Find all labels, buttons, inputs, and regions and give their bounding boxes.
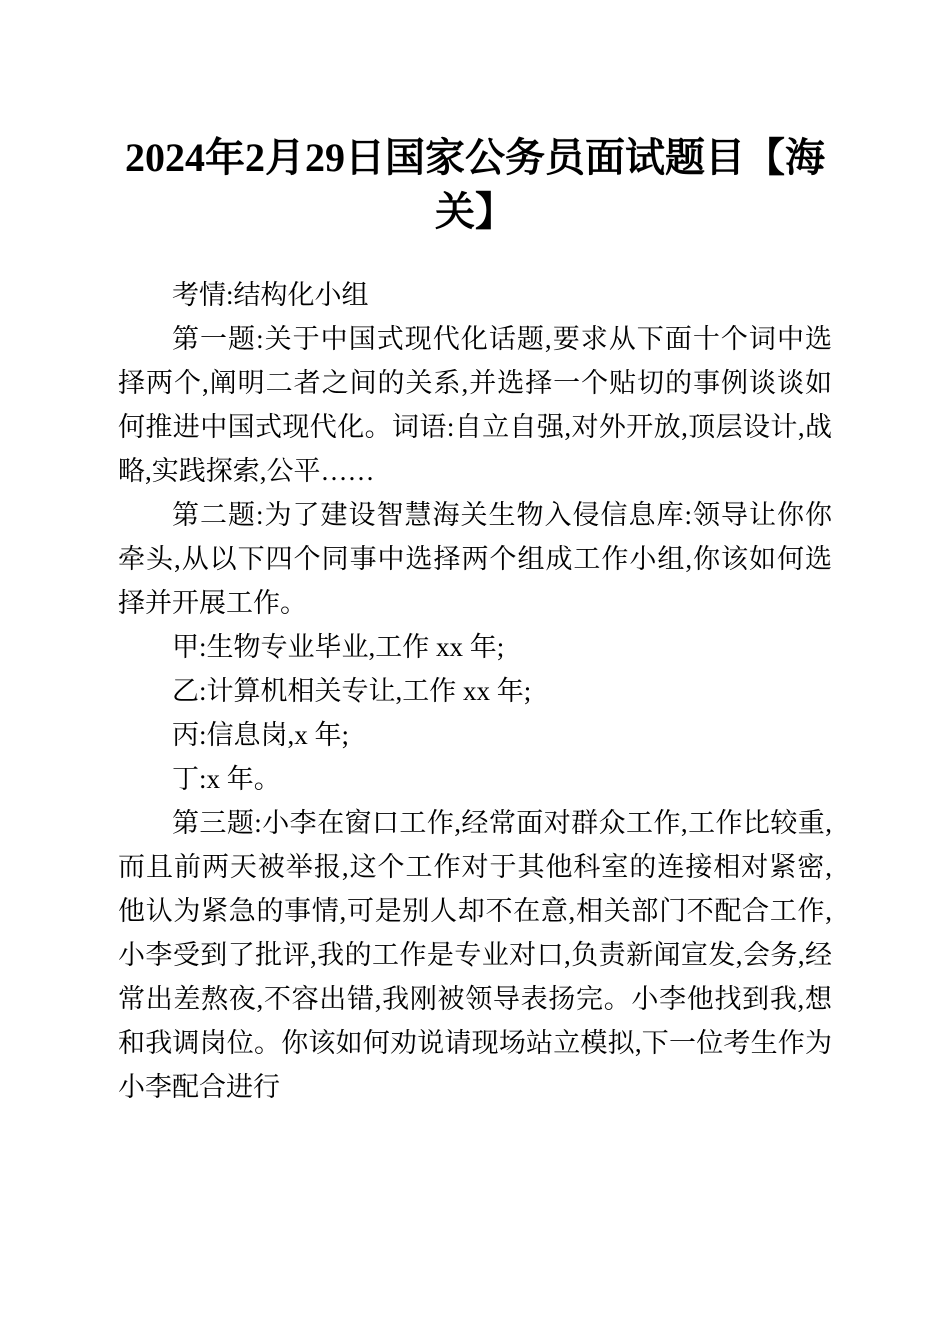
paragraph-candidate-bing: 丙:信息岗,x 年; bbox=[172, 720, 350, 750]
title-line-1: 2024年2月29日国家公务员面试题目【海 bbox=[125, 135, 825, 180]
paragraph-exam-format: 考情:结构化小组 bbox=[172, 280, 369, 310]
document-title bbox=[0, 131, 950, 239]
paragraph-question-3: 第三题:小李在窗口工作,经常面对群众工作,工作比较重,而且前两天被举报,这个工作对于其他科室的连接相对紧密,他认为紧急的事情,可是别人却不在意,相关部门不配合工作,小李受到了批评,我的工作是专业对口,负责新闻宣发,会务,经常出差熬夜,不容出错,我刚被领导表扬完。小李他找到我,想和我调岗位。你该如何劝说请现场站立模拟,下一位考生作为小李配合进行 bbox=[118, 808, 832, 1102]
document-body bbox=[118, 273, 832, 1109]
paragraph-question-1: 第一题:关于中国式现代化话题,要求从下面十个词中选择两个,阐明二者之间的关系,并选择一个贴切的事例谈谈如何推进中国式现代化。词语:自立自强,对外开放,顶层设计,战略,实践探索,公平…… bbox=[118, 324, 832, 486]
paragraph-candidate-yi: 乙:计算机相关专让,工作 xx 年; bbox=[172, 676, 532, 706]
paragraph-candidate-jia: 甲:生物专业毕业,工作 xx 年; bbox=[172, 632, 505, 662]
paragraph-question-2: 第二题:为了建设智慧海关生物入侵信息库:领导让你你牵头,从以下四个同事中选择两个组成工作小组,你该如何选择并开展工作。 bbox=[118, 500, 832, 618]
title-line-2: 关】 bbox=[435, 189, 515, 234]
paragraph-candidate-ding: 丁:x 年。 bbox=[172, 764, 281, 794]
